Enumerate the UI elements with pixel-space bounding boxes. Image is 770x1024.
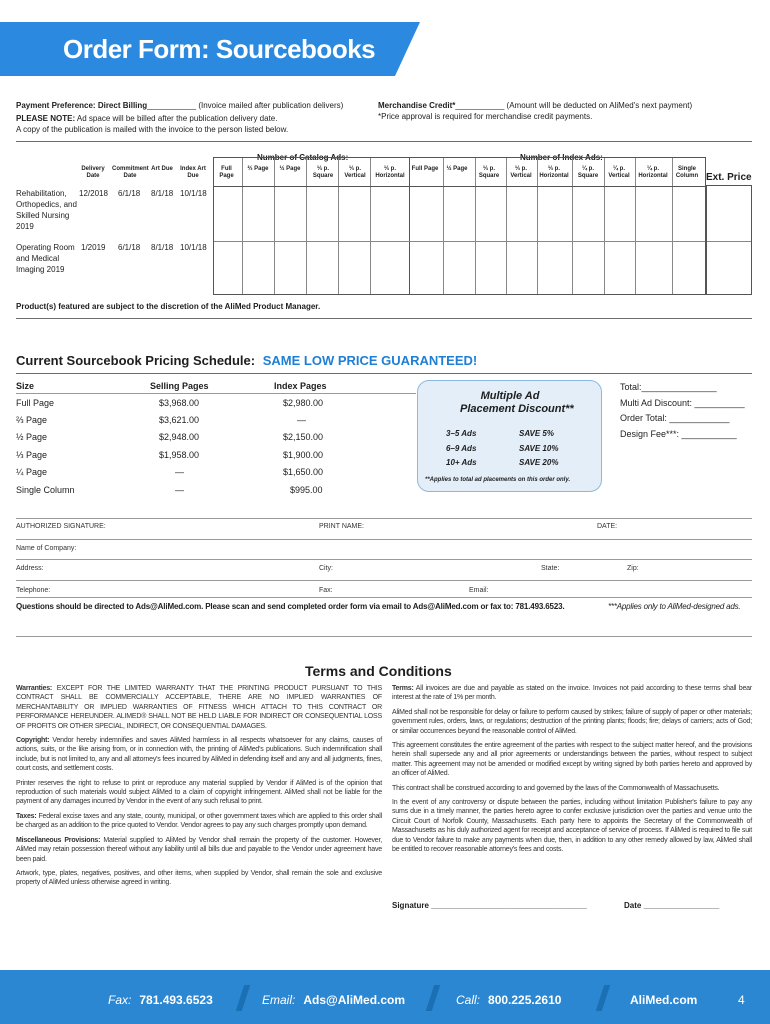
col-delivery-date: Delivery Date: [81, 166, 105, 179]
footer-separator: [596, 985, 610, 1011]
authorized-signature-field[interactable]: AUTHORIZED SIGNATURE:: [16, 523, 106, 530]
discount-tier-ads: 6–9 Ads: [446, 444, 477, 453]
col-index-third-horizontal: ⅓ p. Horizontal: [539, 166, 569, 179]
terms-artwork: Artwork, type, plates, negatives, positives, and other items, when supplied by Vendor, shall remain the sole and exclusive property of AliMed unless otherwise agreed in writing.: [16, 869, 382, 887]
col-index-single-column: Single Column: [675, 166, 699, 179]
questions-note: Questions should be directed to Ads@AliMed.com. Please scan and send completed order form via email to Ads@AliMed.com or fax to: 781.493.6523.: [16, 602, 565, 611]
divider: [16, 318, 752, 319]
discount-tier-ads: 10+ Ads: [446, 458, 477, 467]
ads-order-grid: [213, 157, 706, 295]
pricing-index: $2,150.00: [283, 432, 324, 442]
terms-copyright: Copyright: Vendor hereby indemnifies and saves AliMed harmless in all respects whatsoever for any claims, causes of actions, suits, or the like arising from, or in connection with, the printing of AliMed's publications. Such indemnification shall include, but is not limited to, any and all attorney's fees incurred by AliMed in defending itself and any and all judgments, fines, court costs, and settlement costs.: [16, 737, 382, 773]
col-ext-price: Ext. Price: [706, 172, 752, 183]
design-fee-note: ***Applies only to AliMed-designed ads.: [608, 602, 741, 611]
footer-website[interactable]: AliMed.com: [630, 993, 698, 1007]
terms-misc: Miscellaneous Provisions: Material supplied to AliMed by Vendor shall remain the property of the customer. However, AliMed may retain possession thereof without any liability until all bills due and payable to the Vendor under agreement have been paid.: [16, 836, 382, 863]
terms-entire-agreement: This agreement constitutes the entire agreement of the parties with respect to the subject matter hereof, and the provisions herein shall supersede any and all prior agreements or understandings between the parties, without respect to subject matter. This agreement may not be amended or modified except by writing signed by both parties hereto and approved by an officer of AliMed.: [392, 742, 752, 778]
divider: [16, 539, 752, 540]
row-or-delivery: 1/2019: [81, 243, 106, 252]
page-title: Order Form: Sourcebooks: [63, 34, 376, 64]
order-total-field[interactable]: Order Total: ____________: [620, 413, 730, 423]
discount-tier-save: SAVE 20%: [519, 458, 559, 467]
discount-tier-ads: 3–5 Ads: [446, 429, 477, 438]
state-field[interactable]: State:: [541, 565, 560, 572]
divider: [16, 141, 752, 142]
col-index-half: ½ Page: [446, 166, 468, 172]
product-manager-note: Product(s) featured are subject to the discretion of the AliMed Product Manager.: [16, 302, 321, 311]
col-index-quarter-square: ¼ p. Square: [577, 166, 599, 179]
pricing-index: $995.00: [290, 485, 323, 495]
pricing-header-index: Index Pages: [274, 381, 327, 391]
pricing-index: $1,900.00: [283, 450, 324, 460]
please-note: PLEASE NOTE: Ad space will be billed after the publication delivery date.: [16, 114, 278, 123]
col-catalog-half: ½ Page: [279, 166, 301, 172]
pricing-size: ⅓ Page: [16, 450, 48, 460]
row-rehab-name: Rehabilitation, Orthopedics, and Skilled Nursing 2019: [16, 189, 77, 231]
col-index-quarter-vertical: ¼ p. Vertical: [608, 166, 630, 179]
total-field[interactable]: Total:_______________: [620, 382, 717, 392]
terms-governing-law: This contract shall be construed according to and governed by the laws of the Commonwealth of Massachusetts.: [392, 784, 720, 792]
pricing-index: $1,650.00: [283, 467, 324, 477]
terms-payment: Terms: All invoices are due and payable as stated on the invoice. Invoices not paid according to these terms shall bear interest at the rate of 1% per month.: [392, 685, 752, 702]
pricing-header-size: Size: [16, 381, 35, 391]
col-catalog-full-page: Full Page: [219, 166, 234, 179]
divider: [16, 559, 752, 560]
pricing-index: $2,980.00: [283, 398, 324, 408]
pricing-size: Single Column: [16, 485, 75, 495]
pricing-header-selling: Selling Pages: [150, 381, 209, 391]
col-art-due: Art Due: [151, 166, 173, 172]
footer-email[interactable]: Email: Ads@AliMed.com: [262, 993, 406, 1007]
company-name-field[interactable]: Name of Company:: [16, 545, 77, 552]
col-index-quarter-horizontal: ¼ p. Horizontal: [638, 166, 668, 179]
date-field[interactable]: DATE:: [597, 523, 618, 530]
page-number: 4: [738, 993, 745, 1007]
divider: [16, 597, 752, 598]
col-index-art-due: Index Art Due: [180, 166, 206, 179]
terms-title: Terms and Conditions: [305, 663, 452, 679]
payment-preference: Payment Preference: Direct Billing___________ (Invoice mailed after publication delivers): [16, 101, 344, 110]
row-or-index-art-due: 10/1/18: [180, 243, 207, 252]
discount-title: Multiple Ad Placement Discount**: [460, 390, 574, 415]
pricing-size: Full Page: [16, 398, 55, 408]
divider: [16, 373, 752, 374]
pricing-selling: $3,621.00: [159, 415, 200, 425]
pricing-title: Current Sourcebook Pricing Schedule: SAME LOW PRICE GUARANTEED!: [16, 353, 478, 368]
print-name-field[interactable]: PRINT NAME:: [319, 523, 364, 530]
pricing-selling: —: [175, 485, 184, 495]
terms-left-column: [16, 684, 382, 893]
divider: [16, 636, 752, 637]
row-rehab-commitment: 6/1/18: [118, 189, 141, 198]
pricing-selling: $1,958.00: [159, 450, 200, 460]
row-rehab-index-art-due: 10/1/18: [180, 189, 207, 198]
discount-tier-save: SAVE 5%: [519, 429, 554, 438]
terms-right-column: [392, 684, 752, 860]
col-catalog-third-vertical: ⅓ p. Vertical: [344, 166, 366, 179]
ext-price-cells: [706, 185, 752, 295]
catalog-ads-header: Number of Catalog Ads:: [257, 153, 349, 162]
design-fee-field[interactable]: Design Fee***: ___________: [620, 429, 737, 439]
signature-field[interactable]: Signature ___________________________________: [392, 901, 587, 910]
city-field[interactable]: City:: [319, 565, 333, 572]
col-commitment-date: Commitment Date: [112, 166, 149, 179]
merchandise-credit: Merchandise Credit*___________ (Amount will be deducted on AliMed's next payment): [378, 101, 693, 110]
discount-tier-save: SAVE 10%: [519, 444, 559, 453]
divider: [16, 580, 752, 581]
header-banner: [0, 22, 770, 76]
col-catalog-third-horizontal: ⅓ p. Horizontal: [375, 166, 405, 179]
zip-field[interactable]: Zip:: [627, 565, 639, 572]
row-or-name: Operating Room and Medical Imaging 2019: [16, 243, 75, 274]
footer-fax: Fax: 781.493.6523: [108, 993, 213, 1007]
footer-separator: [426, 985, 440, 1011]
footer-bar: [0, 970, 770, 1024]
pricing-selling: —: [175, 467, 184, 477]
row-or-art-due: 8/1/18: [151, 243, 174, 252]
col-index-third-square: ⅓ p. Square: [478, 166, 500, 179]
index-ads-header: Number of Index Ads:: [520, 153, 603, 162]
col-catalog-two-thirds: ⅔ Page: [247, 166, 269, 172]
pricing-size: ½ Page: [16, 432, 48, 442]
pricing-size: ⅔ Page: [16, 415, 48, 425]
terms-printer-rights: Printer reserves the right to refuse to print or reproduce any material supplied by Vendor if AliMed is of the opinion that reproduction of such materials would subject AliMed to a claim of copyright infringement. AliMed shall not be liable for the payment of any damages incurred by Vendor in the event of any such refusal to print.: [16, 779, 382, 806]
pricing-size: ¼ Page: [16, 467, 48, 477]
pricing-selling: $3,968.00: [159, 398, 200, 408]
signature-date-field[interactable]: Date _________________: [624, 901, 720, 910]
telephone-field[interactable]: Telephone:: [16, 587, 51, 594]
terms-warranties: Warranties: EXCEPT FOR THE LIMITED WARRANTY THAT THE PRINTING PRODUCT PURSUANT TO THIS CONTRACT SHALL BE COMMERCIALLY ACCEPTABLE, THERE ARE NO IMPLIED WARRANTIES OF MERCHANTABILITY OR IMPLIED WARRANTIES OF FITNESS WHICH ATTACH TO THIS CONTRACT OR PERFORMANCE HEREUNDER. ALIMED® SHALL NOT BE HELD LIABLE FOR INDIRECT OR CONSEQUENTIAL LOSS OF PROFITS OR OTHER SPECIAL, INDIRECT, OR CONSEQUENTIAL DAMAGES.: [16, 685, 383, 730]
pricing-header-rule: [16, 393, 416, 394]
divider: [16, 518, 752, 519]
discount-note: **Applies to total ad placements on this order only.: [425, 477, 571, 483]
row-rehab-delivery: 12/2018: [79, 189, 108, 198]
footer-call: Call: 800.225.2610: [456, 993, 562, 1007]
copy-note: A copy of the publication is mailed with the invoice to the person listed below.: [16, 125, 289, 134]
fax-field[interactable]: Fax:: [319, 587, 333, 594]
row-rehab-art-due: 8/1/18: [151, 189, 174, 198]
address-field[interactable]: Address:: [16, 565, 44, 572]
pricing-index: —: [297, 415, 306, 425]
footer-separator: [236, 985, 250, 1011]
pricing-selling: $2,948.00: [159, 432, 200, 442]
terms-delays: AliMed shall not be responsible for delay or failure to perform caused by strikes; failure of supply of paper or other materials; government rules, orders, laws, or regulations; destruction of the printing plants; floods; fire; delays of carriers; acts of God; or similar occurrences beyond the reasonable control of AliMed.: [392, 708, 752, 735]
row-or-commitment: 6/1/18: [118, 243, 141, 252]
terms-taxes: Taxes: Federal excise taxes and any state, county, municipal, or other government taxes which are applied to this order shall be charged as an addition to the price quoted to Vendor. Vendor agrees to pay any such charges promptly upon demand.: [16, 812, 382, 830]
email-field[interactable]: Email:: [469, 587, 489, 594]
col-index-full-page: Full Page: [411, 166, 439, 172]
terms-disputes: In the event of any controversy or dispute between the parties, including without limitation Publisher's failure to pay any sums due in a timely manner, the parties hereto agree to confer exclusive jurisdiction over the parties and venue unto the Circuit Court of Norfolk County, Massachusetts. Each party here to appoints the Secretary of the Commonwealth of Massachusetts as his duly authorized agent for receipt and acceptance of service of process. If AliMed is required to file suit due to Vendor failure to make any payments when due, then, in addition to any other remedy allowed by law, AliMed shall be entitled to recover reasonable attorney's fees and costs.: [392, 799, 752, 854]
col-catalog-third-square: ⅓ p. Square: [312, 166, 334, 179]
col-index-third-vertical: ⅓ p. Vertical: [510, 166, 532, 179]
merchandise-approval-note: *Price approval is required for merchandise credit payments.: [378, 112, 593, 121]
multi-ad-discount-field[interactable]: Multi Ad Discount: __________: [620, 398, 745, 408]
